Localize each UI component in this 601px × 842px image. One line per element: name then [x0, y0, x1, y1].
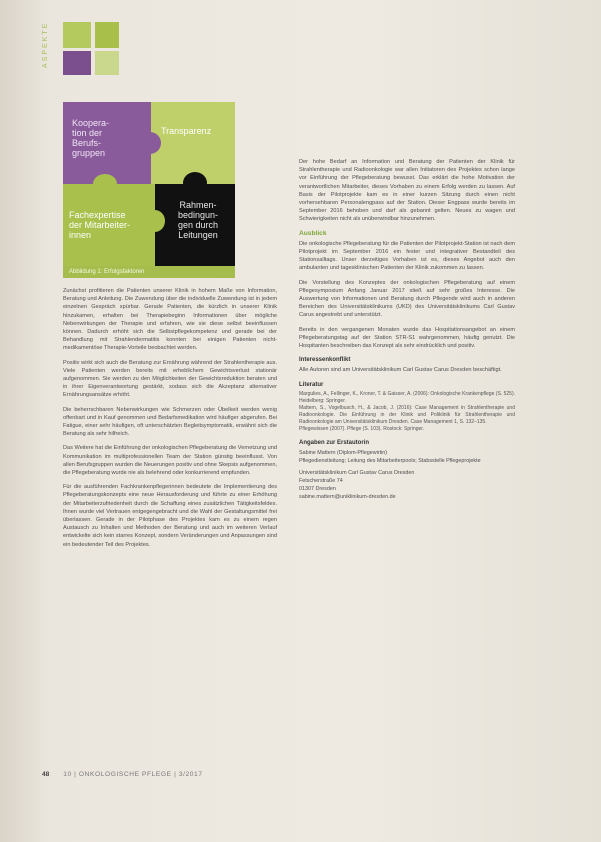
author-details	[299, 449, 515, 501]
author-line: 01307 Dresden	[299, 486, 336, 493]
body-paragraph: Die beherrschbaren Nebenwirkungen wie Schmerzen oder Übelkeit werden wenig offenbart und in Kauf genommen und Bedarfsmedikation wird häufiger abgerufen. Bei Fatigue, einer sehr häufigen, oft unterschätzten Begleitsymptomatik, erwähnt sich die Beratung als sehr hilfreich.	[63, 406, 277, 438]
author-line: Pflegedienstleitung; Leitung des Mitarbeiterpools; Stabsstelle Pflegeprojekte	[299, 458, 481, 465]
body-paragraph: Zunächst profitieren die Patienten unserer Klinik in hohem Maße von Information, Beratung und Anleitung. Die Zuwendung über die individuelle Zuwendung ist in jedem einzelnen Gespräch spürbar. Gerade Patienten, die kürzlich in unserer Klinik hinzukamen, erhalten bei Therapiebeginn Informationen über mögliche Nebenwirkungen der Therapie und erfahren, wie sie diese selbst beeinflussen können. Dadurch erhöht sich die Selbstpflegekompetenz und gerade bei der Behandlung mit Strahlendermatitis konnten bei einigen Patienten nicht-medikamentöse Therapie-Vorteile beobachtet werden.	[63, 288, 277, 352]
puzzle-knob	[93, 174, 117, 194]
puzzle-piece-kooperation	[63, 102, 151, 184]
puzzle-knob	[139, 132, 161, 154]
puzzle-piece-rahmenbedingungen	[155, 184, 235, 268]
deco-square-green	[95, 22, 119, 48]
interessenkonflikt-text: Alle Autoren sind am Universitätsklinikum Carl Gustav Carus Dresden beschäftigt.	[299, 367, 502, 374]
right-text-column	[299, 158, 515, 501]
puzzle-knob	[183, 172, 207, 194]
section-side-label: ASPEKTE	[42, 21, 49, 69]
puzzle-piece-label: Rahmen- bedingun- gen durch Leitungen	[177, 200, 219, 240]
reference-list	[299, 391, 515, 433]
author-line: Sabine Mattern (Diplom-Pflegewirtin)	[299, 450, 388, 457]
body-paragraph: Die onkologische Pflegeberatung für die Patienten der Pilotprojekt-Station ist nach dem Pilotprojekt im September 2016 ein fester und integrativer Bestandteil des Stationsalltags. Unser derzeitiges Vorhaben ist es, dieses Angebot auch den ambulanten und tagesklinischen Patienten der Klinik zukommen zu lassen.	[299, 240, 515, 272]
page-footer	[42, 771, 512, 781]
reference-entry: Pflegewissen (2007). Pflege (S. 103). Rostock: Springer.	[299, 425, 425, 432]
body-paragraph: Positiv wirkt sich auch die Beratung zur Ernährung während der Strahlentherapie aus. Viele Patienten werden bereits mit erheblichem Gewichtsverlust stationär aufgenommen. Sie werden zu den Möglichkeiten der Gewichtsreduktion beraten und in ihrer Eigenverantwortung gestärkt, sodass sich die Akzeptanz alternativer Ernährungsansätze erhöht.	[63, 359, 277, 399]
body-paragraph: Bereits in den vergangenen Monaten wurde das Hospitationsangebot an einem Pflegeberatungstag auf der Station STR-S1 wahrgenommen, häufig genutzt. Die Hospitanten beschreiben das Konzept als sehr eindrücklich und positiv.	[299, 326, 515, 350]
puzzle-piece-label: Fachexpertise der Mitarbeiter- innen	[69, 210, 131, 240]
puzzle-piece-fachexpertise	[63, 184, 155, 268]
author-line: Fetscherstraße 74	[299, 478, 343, 485]
figure-caption: Abbildung 1: Erfolgsfaktoren	[63, 266, 235, 278]
body-paragraph: Für die ausführenden Fachkrankenpflegerinnen bedeutete die Implementierung des Pflegeberatungskonzepts eine neue Herausforderung und führte zu einer Erhöhung der Mitarbeiterzufriedenheit durch die Schaffung eines zusätzlichen Tätigkeitsfeldes. Ihnen wurde viel Vertrauen entgegengebracht und die Wahl der Gestaltungsmittel frei überlassen. Gerade in der Pilotphase des Projektes kam es zu einem regen Austausch zu Inhalten und Methoden der Beratung und auch im weiteren Verlauf entwickelte sich kein starres Konzept, sondern Veränderungen und Anpassungen sind ein bedeutender Teil des Projektes.	[63, 484, 277, 548]
puzzle-figure	[63, 102, 235, 272]
deco-square-light-green	[63, 22, 91, 48]
reference-entry: Margulies, A., Fellinger, K., Kroner, T. & Gaisser, A. (2006): Onkologische Krankenpflege (S. 525). Heidelberg: Springer.	[299, 390, 515, 404]
body-paragraph: Das Weitere hat die Einführung der onkologischen Pflegeberatung die Vernetzung und Kommunikation im multiprofessionellen Team der Station günstig beeinflusst. Von allen Berufsgruppen wurden die Neuerungen positiv und ohne Skepsis aufgenommen, die Pflegeberatung wurde nie als belehrend oder konkurrierend empfunden.	[63, 445, 277, 477]
body-paragraph: Die Vorstellung des Konzeptes der onkologischen Pflegeberatung auf einem Pflegesymposium Anfang Januar 2017 stieß auf sehr großes Interesse. Die Auswertung von Informationen und Beratung durch Pflegende wird auch in anderen Bereichen des Universitätsklinikums (UKD) des Universitätsklinikums Carl Gustav Carus angestrebt und unterstützt.	[299, 279, 515, 319]
deco-square-purple	[63, 51, 91, 75]
interessenkonflikt-heading: Interessenkonflikt	[299, 357, 351, 364]
puzzle-piece-label: Koopera- tion der Berufs- gruppen	[72, 118, 110, 158]
author-email-link[interactable]: sabine.mattern@uniklinikum-dresden.de	[299, 494, 396, 501]
literatur-heading: Literatur	[299, 381, 324, 388]
deco-square-pale-green	[95, 51, 119, 75]
page-number: 48	[42, 771, 50, 778]
ausblick-heading: Ausblick	[299, 229, 327, 237]
author-heading: Angaben zur Erstautorin	[299, 439, 370, 446]
author-line: Universitätsklinikum Carl Gustav Carus Dresden	[299, 470, 415, 477]
puzzle-piece-label: Transparenz	[161, 126, 212, 136]
reference-entry: Mattern, S., Vogelbusch, H., & Jacob, J. (2016): Case Management in Strahlentherapie und Radioonkologie. Die Einführung in der Klinik und Poliklinik für Strahlentherapie und Radioonkologie am Universitätsklinikum Dresden. Case Management 1, S. 132–135.	[299, 404, 515, 425]
journal-name: 10 | ONKOLOGISCHE PFLEGE | 3/2017	[63, 771, 203, 778]
intro-paragraph: Der hohe Bedarf an Information und Beratung der Patienten der Klinik für Strahlentherapie und Radioonkologie war allen Initiatoren des Projektes schon lange vor Einführung der Pflegeberatung bewusst. Das erklärt die hohe Motivation der verantwortlichen Mitarbeiter, dieses Vorhaben zu einem Erfolg werden zu lassen. Auf Basis der Pilotprojekte kam es in einer kurzen Sitzung durch einen nicht vorhersehbaren Personalengpass auf der Station. Dieser Engpass wurde bereits im September 2016 behoben und darf als gebannt gelten. Neues zu wagen und Schwierigkeiten nicht als unüberwindbar hinzunehmen.	[299, 159, 515, 223]
puzzle-knob	[145, 210, 165, 232]
left-text-column	[63, 287, 277, 555]
